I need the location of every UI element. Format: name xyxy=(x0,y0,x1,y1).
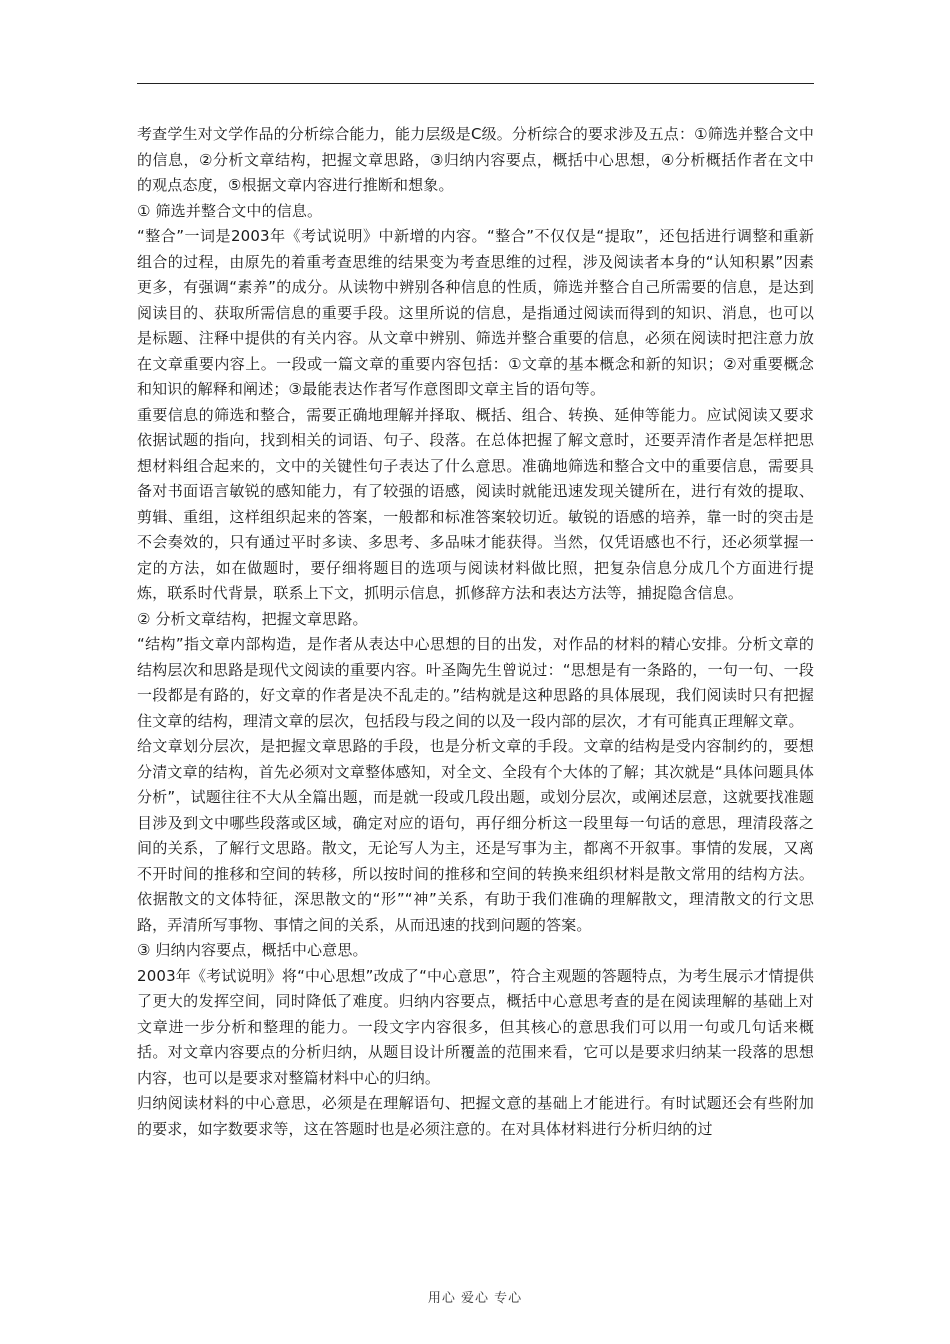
paragraph: 给文章划分层次，是把握文章思路的手段，也是分析文章的手段。文章的结构是受内容制约的，要想分清文章的结构，首先必须对文章整体感知，对全文、全段有个大体的了解；其次就是“具体问题具体分析”，试题往往不大从全篇出题，而是就一段或几段出题，或划分层次，或阐述层意，这就要找准题目涉及到文中哪些段落或区域，确定对应的语句，再仔细分析这一段里每一句话的意思，理清段落之间的关系，了解行文思路。散文，无论写人为主，还是写事为主，都离不开叙事。事情的发展，又离不开时间的推移和空间的转移，所以按时间的推移和空间的转换来组织材料是散文常用的结构方法。依据散文的文体特征，深思散文的“形”“神”关系，有助于我们准确的理解散文，理清散文的行文思路，弄清所写事物、事情之间的关系，从而迅速的找到问题的答案。 xyxy=(137,737,814,934)
page-footer: 用心 爱心 专心 xyxy=(427,1291,523,1306)
header-rule xyxy=(137,83,814,84)
document-body xyxy=(137,122,814,1142)
paragraph: “整合”一词是2003年《考试说明》中新增的内容。“整合”不仅仅是“提取”，还包括进行调整和重新组合的过程，由原先的着重考查思维的结果变为考查思维的过程，涉及阅读者本身的“认知积累”因素更多，有强调“素养”的成分。从读物中辨别各种信息的性质，筛选并整合自己所需要的信息，是达到阅读目的、获取所需信息的重要手段。这里所说的信息，是指通过阅读而得到的知识、消息，也可以是标题、注释中提供的有关内容。从文章中辨别、筛选并整合重要的信息，必须在阅读时把注意力放在文章重要内容上。一段或一篇文章的重要内容包括：①文章的基本概念和新的知识；②对重要概念和知识的解释和阐述；③最能表达作者写作意图即文章主旨的语句等。 xyxy=(137,227,814,398)
paragraph: “结构”指文章内部构造，是作者从表达中心思想的目的出发，对作品的材料的精心安排。分析文章的结构层次和思路是现代文阅读的重要内容。叶圣陶先生曾说过：“思想是有一条路的，一句一句、一段一段都是有路的，好文章的作者是决不乱走的。”结构就是这种思路的具体展现，我们阅读时只有把握住文章的结构，理清文章的层次，包括段与段之间的以及一段内部的层次，才有可能真正理解文章。 xyxy=(137,635,814,730)
paragraph: 归纳阅读材料的中心意思，必须是在理解语句、把握文意的基础上才能进行。有时试题还会有些附加的要求，如字数要求等，这在答题时也是必须注意的。在对具体材料进行分析归纳的过 xyxy=(137,1094,814,1138)
heading-point-1: ① 筛选并整合文中的信息。 xyxy=(137,201,323,220)
paragraph: 重要信息的筛选和整合，需要正确地理解并择取、概括、组合、转换、延伸等能力。应试阅读又要求依据试题的指向，找到相关的词语、句子、段落。在总体把握了解文意时，还要弄清作者是怎样把思想材料组合起来的，文中的关键性句子表达了什么意思。准确地筛选和整合文中的重要信息，需要具备对书面语言敏锐的感知能力，有了较强的语感，阅读时就能迅速发现关键所在，进行有效的提取、剪辑、重组，这样组织起来的答案，一般都和标准答案较切近。敏锐的语感的培养，靠一时的突击是不会奏效的，只有通过平时多读、多思考、多品味才能获得。当然，仅凭语感也不行，还必须掌握一定的方法，如在做题时，要仔细将题目的选项与阅读材料做比照，把复杂信息分成几个方面进行提炼，联系时代背景，联系上下文，抓明示信息，抓修辞方法和表达方法等，捕捉隐含信息。 xyxy=(137,405,814,602)
heading-point-2: ② 分析文章结构，把握文章思路。 xyxy=(137,609,368,628)
paragraph: 2003年《考试说明》将“中心思想”改成了“中心意思”，符合主观题的答题特点，为考生展示才情提供了更大的发挥空间，同时降低了难度。归纳内容要点，概括中心意思考查的是在阅读理解的基础上对文章进一步分析和整理的能力。一段文字内容很多，但其核心的意思我们可以用一句或几句话来概括。对文章内容要点的分析归纳，从题目设计所覆盖的范围来看，它可以是要求归纳某一段落的思想内容，也可以是要求对整篇材料中心的归纳。 xyxy=(137,966,814,1087)
heading-point-3: ③ 归纳内容要点，概括中心意思。 xyxy=(137,941,368,959)
paragraph-intro: 考查学生对文学作品的分析综合能力，能力层级是C级。分析综合的要求涉及五点：①筛选并整合文中的信息，②分析文章结构，把握文章思路，③归纳内容要点，概括中心思想，④分析概括作者在文中的观点态度，⑤根据文章内容进行推断和想象。 xyxy=(137,125,814,194)
